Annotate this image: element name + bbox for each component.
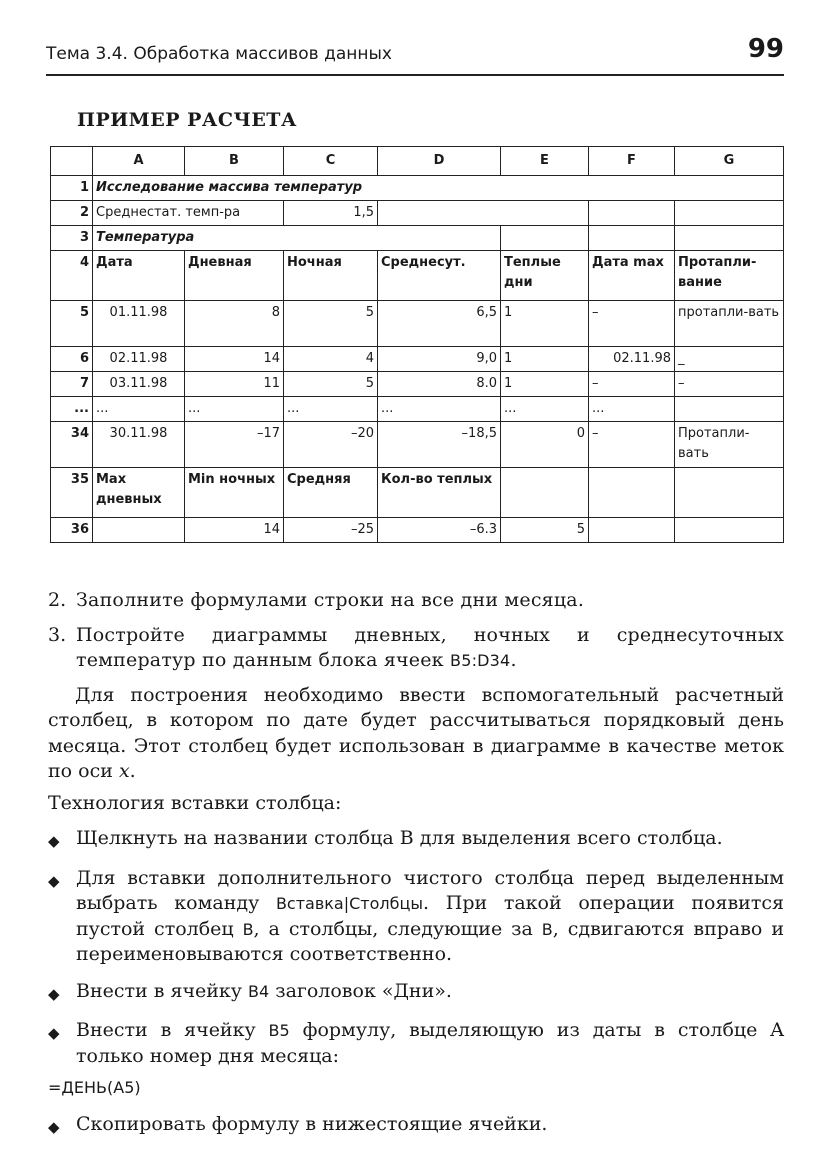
body-text bbox=[48, 588, 784, 1151]
cell bbox=[675, 397, 784, 422]
cell bbox=[501, 468, 589, 518]
diamond-bullet-icon: ◆ bbox=[48, 871, 60, 890]
cell: 03.11.98 bbox=[93, 372, 185, 397]
row-number: 3 bbox=[51, 226, 93, 251]
cell: 8.0 bbox=[378, 372, 501, 397]
cell: 30.11.98 bbox=[93, 422, 185, 468]
table-row bbox=[51, 347, 784, 372]
row-number: 36 bbox=[51, 518, 93, 543]
column-header: B bbox=[185, 147, 284, 176]
cell bbox=[378, 201, 589, 226]
table-row bbox=[51, 201, 784, 226]
column-header: A bbox=[93, 147, 185, 176]
cell: – bbox=[589, 301, 675, 347]
formula: =ДЕНЬ(A5) bbox=[48, 1078, 141, 1097]
cell: Ночная bbox=[284, 251, 378, 301]
bullet-text: Внести в ячейку B4 заголовок «Дни». bbox=[76, 979, 452, 1002]
axis-label: x bbox=[118, 760, 130, 782]
corner-cell bbox=[51, 147, 93, 176]
cell: Среднестат. темп-ра bbox=[93, 201, 284, 226]
spreadsheet-example bbox=[50, 146, 784, 543]
cell bbox=[589, 518, 675, 543]
cell bbox=[501, 226, 589, 251]
row-number: 34 bbox=[51, 422, 93, 468]
cell: ... bbox=[185, 397, 284, 422]
diamond-bullet-icon: ◆ bbox=[48, 984, 60, 1003]
cell: Кол-во теплых bbox=[378, 468, 501, 518]
cell: 14 bbox=[185, 518, 284, 543]
cell: Дата max bbox=[589, 251, 675, 301]
cell bbox=[675, 468, 784, 518]
list-text: Заполните формулами строки на все дни месяца. bbox=[76, 589, 585, 611]
cell: 14 bbox=[185, 347, 284, 372]
column-header: F bbox=[589, 147, 675, 176]
page-number: 99 bbox=[747, 34, 784, 64]
cell: – bbox=[589, 422, 675, 468]
list-item bbox=[48, 979, 784, 1008]
bullet-text: Скопировать формулу в нижестоящие ячейки. bbox=[76, 1112, 548, 1135]
cell-ref: B4 bbox=[248, 981, 270, 1001]
cell bbox=[589, 226, 675, 251]
cell: 1 bbox=[501, 301, 589, 347]
cell: Дата bbox=[93, 251, 185, 301]
table-row bbox=[51, 422, 784, 468]
cell: –25 bbox=[284, 518, 378, 543]
cell: Среднесут. bbox=[378, 251, 501, 301]
cell: ... bbox=[501, 397, 589, 422]
list-item bbox=[48, 588, 784, 614]
cell: 6,5 bbox=[378, 301, 501, 347]
cell: ... bbox=[93, 397, 185, 422]
list-item bbox=[48, 1112, 784, 1141]
bullet-text: Внести в ячейку B5 формулу, выделяющую из даты в столбце A только номер дня месяца: bbox=[76, 1019, 784, 1067]
cell: 4 bbox=[284, 347, 378, 372]
cell: 1,5 bbox=[284, 201, 378, 226]
cell: 01.11.98 bbox=[93, 301, 185, 347]
cell: – bbox=[675, 372, 784, 397]
cell-range: B5:D34 bbox=[450, 651, 511, 670]
cell: –6.3 bbox=[378, 518, 501, 543]
column-header: G bbox=[675, 147, 784, 176]
cell bbox=[93, 518, 185, 543]
cell: ... bbox=[378, 397, 501, 422]
list-number: 3. bbox=[48, 623, 67, 646]
cell: 8 bbox=[185, 301, 284, 347]
cell bbox=[675, 226, 784, 251]
table-row bbox=[51, 226, 784, 251]
table-row bbox=[51, 251, 784, 301]
list-text: Постройте диаграммы дневных, ночных и среднесуточных температур по данным блока ячеек B5:D34. bbox=[76, 623, 784, 671]
bullet-text: Щелкнуть на названии столбца B для выделения всего столбца. bbox=[76, 827, 723, 849]
table-row bbox=[51, 176, 784, 201]
diamond-bullet-icon: ◆ bbox=[48, 1024, 60, 1042]
row-number: 2 bbox=[51, 201, 93, 226]
row-number: 5 bbox=[51, 301, 93, 347]
bullet-text: Для вставки дополнительного чистого столбца перед выделенным выбрать команду Вставка|Столбцы. При такой операции появится пустой столбец B, а столбцы, следующие за B, сдвигаются вправо и переименовываются соответственно. bbox=[76, 866, 784, 965]
column-header: E bbox=[501, 147, 589, 176]
cell: 5 bbox=[284, 372, 378, 397]
cell: –18,5 bbox=[378, 422, 501, 468]
section-title: ПРИМЕР РАСЧЕТА bbox=[77, 109, 297, 131]
list-item bbox=[48, 866, 784, 968]
cell: Температура bbox=[93, 226, 501, 251]
cell: 9,0 bbox=[378, 347, 501, 372]
cell: –20 bbox=[284, 422, 378, 468]
cell: Теплые дни bbox=[501, 251, 589, 301]
tech-title: Технология вставки столбца: bbox=[48, 791, 342, 814]
cell: Min ночных bbox=[185, 468, 284, 518]
column-header: D bbox=[378, 147, 501, 176]
cell bbox=[589, 468, 675, 518]
cell-ref: B5 bbox=[268, 1021, 290, 1040]
cell: _ bbox=[675, 347, 784, 372]
cell: Протапли-вание bbox=[675, 251, 784, 301]
cell: 02.11.98 bbox=[589, 347, 675, 372]
diamond-bullet-icon: ◆ bbox=[48, 1117, 60, 1136]
cell: 0 bbox=[501, 422, 589, 468]
cell: 5 bbox=[501, 518, 589, 543]
cell bbox=[675, 518, 784, 543]
column-header-row bbox=[51, 147, 784, 176]
table-row bbox=[51, 372, 784, 397]
cell: 02.11.98 bbox=[93, 347, 185, 372]
table-row bbox=[51, 397, 784, 422]
cell: ... bbox=[284, 397, 378, 422]
row-number: 35 bbox=[51, 468, 93, 518]
table-row bbox=[51, 468, 784, 518]
diamond-bullet-icon: ◆ bbox=[48, 832, 60, 850]
row-number: ... bbox=[51, 397, 93, 422]
cell: Исследование массива температур bbox=[93, 176, 784, 201]
cell: Протапли-вать bbox=[675, 422, 784, 468]
running-header bbox=[46, 34, 784, 76]
cell: 11 bbox=[185, 372, 284, 397]
cell: 1 bbox=[501, 347, 589, 372]
list-item bbox=[48, 1018, 784, 1069]
cell: –17 bbox=[185, 422, 284, 468]
table-row bbox=[51, 518, 784, 543]
list-item bbox=[48, 623, 784, 674]
cell: 1 bbox=[501, 372, 589, 397]
row-number: 7 bbox=[51, 372, 93, 397]
paragraph: Для построения необходимо ввести вспомогательный расчетный столбец, в котором по дате будет рассчитываться порядковый день месяца. Этот столбец будет использован в диаграмме в качестве меток по оси x. bbox=[48, 683, 784, 782]
cell bbox=[589, 201, 675, 226]
cell: 5 bbox=[284, 301, 378, 347]
cell: Дневная bbox=[185, 251, 284, 301]
row-number: 6 bbox=[51, 347, 93, 372]
cell: ... bbox=[589, 397, 675, 422]
row-number: 4 bbox=[51, 251, 93, 301]
table-row bbox=[51, 301, 784, 347]
cell: Max дневных bbox=[93, 468, 185, 518]
row-number: 1 bbox=[51, 176, 93, 201]
topic-title: Тема 3.4. Обработка массивов данных bbox=[46, 44, 392, 64]
cell: протапли-вать bbox=[675, 301, 784, 347]
column-header: C bbox=[284, 147, 378, 176]
cell bbox=[675, 201, 784, 226]
list-number: 2. bbox=[48, 589, 67, 611]
list-item bbox=[48, 826, 784, 855]
cell: Средняя bbox=[284, 468, 378, 518]
cell: – bbox=[589, 372, 675, 397]
menu-command: Вставка|Столбцы bbox=[275, 894, 424, 913]
